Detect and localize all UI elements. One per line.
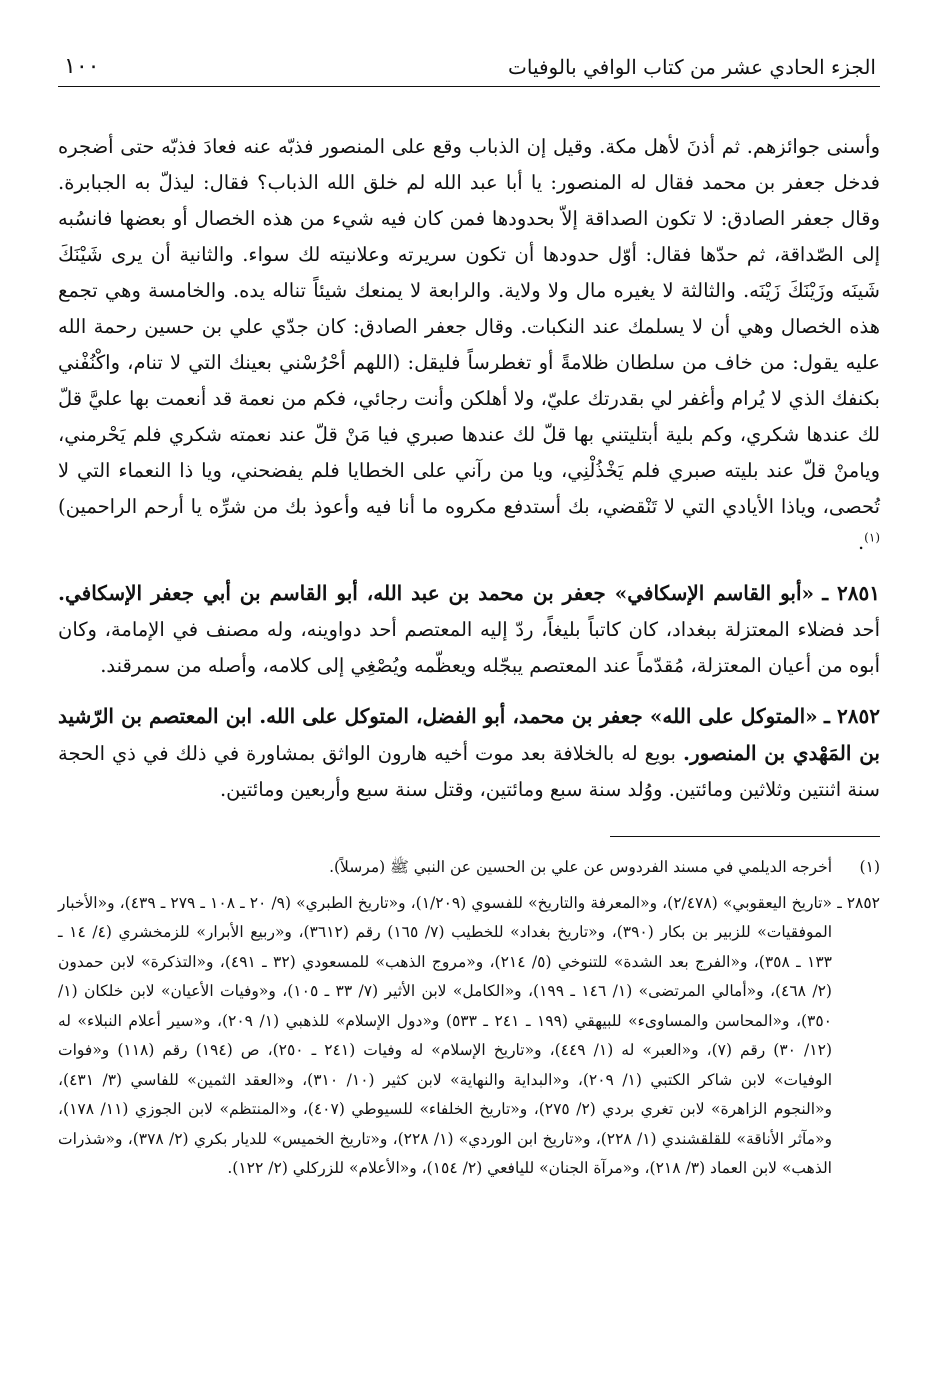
paragraph-jafar-sadiq: [58, 129, 880, 561]
footnote-marker: (١): [859, 858, 880, 876]
running-header: [58, 48, 880, 87]
running-title: الجزء الحادي عشر من كتاب الوافي بالوفيات: [508, 55, 876, 79]
footnote-text: أخرجه الديلمي في مسند الفردوس عن علي بن الحسين عن النبي ﷺ (مرسلاً).: [329, 858, 832, 876]
entry-number: ٢٨٥١ ـ: [822, 581, 880, 605]
footnote-2852: [58, 889, 880, 1184]
entry-heading: «المتوكل على الله» جعفر بن محمد، أبو الفضل، المتوكل على الله. ابن المعتصم بن الرّشيد بن المَهْدي بن المنصور.: [58, 704, 880, 765]
footnote-marker: ٢٨٥٢ ـ: [837, 893, 880, 912]
footnote-text: «تاريخ اليعقوبي» (٢/٤٧٨)، و«المعرفة والتاريخ» للفسوي (١/٢٠٩)، و«تاريخ الطبري» (٩/ ٢٠ ـ ١٠٨ ـ ٢٧٩ ـ ٤٣٩)، و«الأخبار الموفقيات» للزبير بن بكار (٣٩٠)، و«تاريخ بغداد» للخطيب (٧/ ١٦٥) رقم (٣٦١٢)، و«ربيع الأبرار» للزمخشري (٤/ ١٤ ـ ١٣٣ ـ ٣٥٨)، و«الفرج بعد الشدة» للتنوخي (٥/ ٢١٤)، و«مروج الذهب» للمسعودي (٣٢ ـ ٤٩١)، و«التذكرة» لابن حمدون (٢/ ٤٦٨)، و«أمالي المرتضى» (١/ ١٤٦ ـ ١٩٩)، و«الكامل» لابن الأثير (٧/ ٣٣ ـ ١٠٥)، و«وفيات الأعيان» لابن خلكان (١/ ٣٥٠)، و«المحاسن والمساوىء» للبيهقي (١٩٩ ـ ٢٤١ ـ ٥٣٣) و«دول الإسلام» للذهبي (١/ ٢٠٩)، و«سير أعلام النبلاء» له (١٢/ ٣٠) رقم (٧)، و«العبر» له (١/ ٤٤٩)، و«تاريخ الإسلام» له وفيات (٢٤١ ـ ٢٥٠)، ص (١٩٤) رقم (١١٨) و«فوات الوفيات» لابن شاكر الكتبي (١/ ٢٠٩)، و«البداية والنهاية» لابن كثير (١٠/ ٣١٠)، و«العقد الثمين» للفاسي (٣/ ٤٣١)، و«النجوم الزاهرة» لابن تغري بردي (٢/ ٢٧٥)، و«تاريخ الخلفاء» للسيوطي (٤٠٧)، و«المنتظم» لابن الجوزي (١١/ ١٧٨)، و«مآثر الأناقة» للقلقشندي (١/ ٢٢٨)، و«تاريخ ابن الوردي» (١/ ٢٢٨)، و«تاريخ الخميس» للديار بكري (٢/ ٣٧٨)، و«شذرات الذهب» لابن العماد (٣/ ٢١٨)، و«مرآة الجنان» لليافعي (٢/ ١٥٤)، و«الأعلام» للزركلي (٢/ ١٢٢).: [58, 893, 833, 1177]
page-number: ١٠٠: [64, 54, 100, 79]
entry-2851: [58, 575, 880, 684]
footnote-1: [58, 853, 880, 883]
footnote-divider: [610, 836, 880, 837]
paragraph-text: وأسنى جوائزهم. ثم أذنَ لأهل مكة. وقيل إن الذباب وقع على المنصور فذبّه عنه فعادَ فذبّه حتى أضجره فدخل جعفر بن محمد فقال له المنصور: يا أبا عبد الله لم خلق الله الذباب؟ فقال: ليذلّ به الجبابرة. وقال جعفر الصادق: لا تكون الصداقة إلاّ بحدودها فمن كان فيه شيء من هذه الخصال أو بعضها فانسُبه إلى الصّداقة، ثم حدّها فقال: أوّل حدودها أن تكون سريرته وعلانيته لك سواء. والثانية أن يرى شَيْنَكَ شَينَه وزَيْنَكَ زَيْنَه. والثالثة لا يغيره مال ولا ولاية. والرابعة لا يمنعك شيئاً تناله يده. والخامسة وهي تجمع هذه الخصال وهي أن لا يسلمك عند النكبات. وقال جعفر الصادق: كان جدّي علي بن حسين رحمة الله عليه يقول: من خاف من سلطان ظلامةً أو تغطرساً فليقل: (اللهم أحْرُسْني بعينك التي لا تنام، واكْنُفْني بكنفك الذي لا يُرام وأغفر لي بقدرتك عليّ، ولا أهلكن وأنت رجائي، فكم من نعمة قد أنعمت بها عليَّ قلّ لك عندها شكري، وكم بلية أبتليتني بها قلّ لك عندها صبري فيا مَنْ قلّ عند نعمته شكري فلم يَحْرمني، ويامنْ قلّ عند بليته صبري فلم يَخْذُلْنِي، ويا من رآني على الخطايا فلم يفضحني، ويا ذا النعماء التي لا تُحصى، وياذا الأيادي التي لا تَنْقضي، بك أستدفع مكروه ما أنا فيه وأعوذ بك من شرِّه يا أرحم الراحمين): [58, 135, 880, 518]
entry-text: أحد فضلاء المعتزلة ببغداد، كان كاتباً بليغاً، ردّ إليه المعتصم أحد دواوينه، وله مصنف في الإمامة، وكان أبوه من أعيان المعتزلة، مُقدّماً عند المعتصم يبجّله ويعظّمه ويُصْغِي إلى كلامه، وأصله من سمرقند.: [58, 618, 880, 677]
entry-2852: [58, 698, 880, 808]
paragraph-end: .: [857, 531, 865, 554]
main-text: [58, 129, 880, 808]
entry-number: ٢٨٥٢ ـ: [824, 704, 880, 728]
footnote-reference: (١): [864, 530, 880, 545]
entry-heading: «أبو القاسم الإسكافي» جعفر بن محمد بن عبد الله، أبو القاسم بن أبي جعفر الإسكافي.: [58, 581, 815, 605]
book-page: [58, 48, 880, 1338]
footnotes: [58, 853, 880, 1184]
entry-text: بويع له بالخلافة بعد موت أخيه هارون الواثق بمشاورة في ذلك في ذي الحجة سنة اثنتين وثلاثين ومائتين. ووُلد سنة سبع ومائتين، وقتل سنة سبع وأربعين ومائتين.: [58, 742, 880, 801]
